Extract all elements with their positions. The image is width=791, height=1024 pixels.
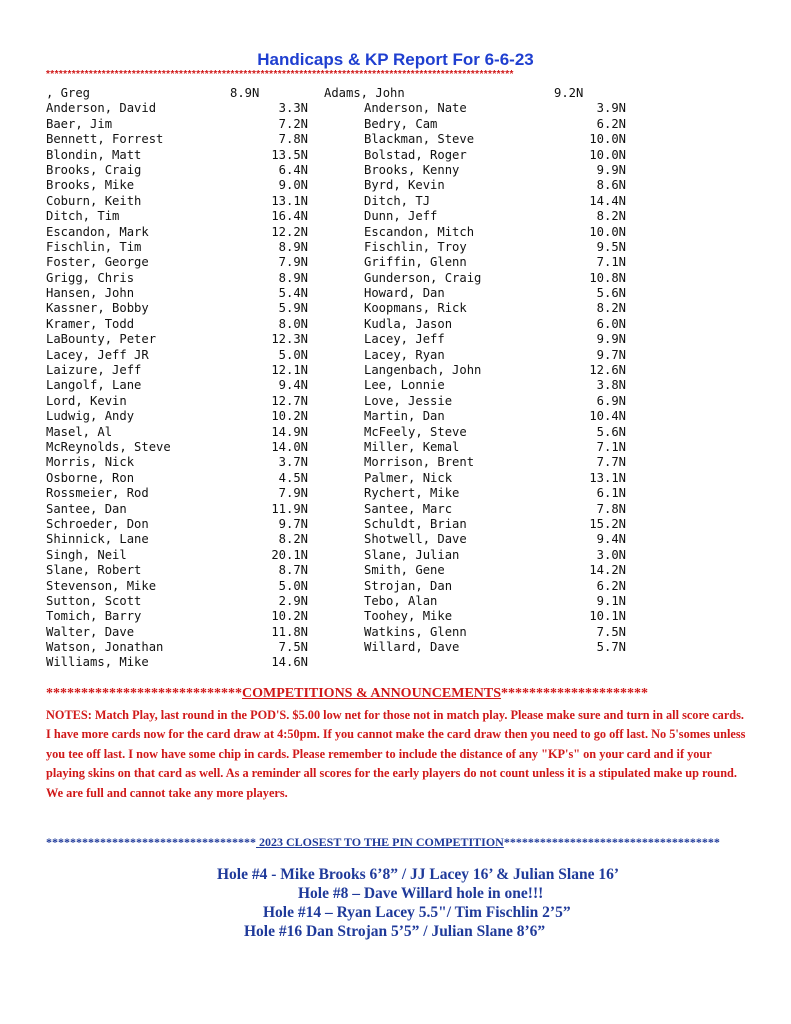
player-row [46, 532, 308, 547]
player-handicap: 13.5N [271, 147, 308, 162]
player-name: Rychert, Mike [364, 486, 460, 501]
player-name: Brooks, Kenny [364, 162, 460, 177]
top-row [46, 86, 586, 101]
player-handicap: 6.9N [596, 393, 626, 408]
player-handicap: 14.0N [271, 439, 308, 454]
player-name: Lord, Kevin [46, 393, 127, 408]
player-row [364, 332, 626, 347]
player-handicap: 10.0N [589, 224, 626, 239]
player-name: Miller, Kemal [364, 439, 460, 454]
player-handicap: 7.1N [596, 255, 626, 270]
player-row [364, 455, 626, 470]
player-name: Anderson, David [46, 101, 157, 116]
player-handicap: 7.1N [596, 439, 626, 454]
player-row [46, 225, 308, 240]
player-handicap: 9.9N [596, 162, 626, 177]
player-row [46, 655, 308, 670]
player-row [46, 394, 308, 409]
competitions-stars-before: **************************** [46, 686, 242, 701]
player-handicap: 3.9N [596, 101, 626, 116]
player-name: Bennett, Forrest [46, 132, 164, 147]
ctp-line-hole-8: Hole #8 – Dave Willard hole in one!!! [298, 885, 544, 902]
player-handicap: 3.0N [596, 547, 626, 562]
player-name: Strojan, Dan [364, 578, 453, 593]
player-name: Laizure, Jeff [46, 363, 142, 378]
player-name: Brooks, Craig [46, 162, 142, 177]
player-handicap: 8.7N [278, 563, 308, 578]
player-row [364, 471, 626, 486]
closest-to-pin-heading-line [46, 835, 746, 850]
player-handicap: 9.0N [278, 178, 308, 193]
player-handicap: 10.8N [589, 270, 626, 285]
player-name: Lacey, Jeff JR [46, 347, 149, 362]
player-name: Langolf, Lane [46, 378, 142, 393]
player-name: Tomich, Barry [46, 609, 142, 624]
player-name: Blackman, Steve [364, 132, 475, 147]
player-row [364, 225, 626, 240]
player-name: Morrison, Brent [364, 455, 475, 470]
player-row [46, 440, 308, 455]
player-handicap: 8.2N [596, 209, 626, 224]
ctp-heading: 2023 CLOSEST TO THE PIN COMPETITION [256, 835, 504, 849]
player-row [46, 563, 308, 578]
player-name: Willard, Dave [364, 640, 460, 655]
player-handicap: 9.7N [278, 516, 308, 531]
player-name: Coburn, Keith [46, 193, 142, 208]
player-row [364, 209, 626, 224]
player-handicap: 16.4N [271, 209, 308, 224]
player-handicap: 8.2N [596, 301, 626, 316]
player-row [46, 502, 308, 517]
player-row [46, 486, 308, 501]
player-row [46, 579, 308, 594]
player-name: Martin, Dan [364, 409, 445, 424]
divider-stars: ************************************************************************************************************* [46, 69, 514, 80]
player-name: Anderson, Nate [364, 101, 467, 116]
player-row [364, 440, 626, 455]
player-row [364, 394, 626, 409]
player-handicap: 9.4N [278, 378, 308, 393]
player-row [364, 286, 626, 301]
player-name: Tebo, Alan [364, 593, 438, 608]
player-handicap: 5.7N [596, 640, 626, 655]
ctp-line-hole-14: Hole #14 – Ryan Lacey 5.5"/ Tim Fischlin 2’5” [263, 904, 571, 921]
player-name: Dunn, Jeff [364, 209, 438, 224]
player-name: Rossmeier, Rod [46, 486, 149, 501]
player-row [364, 563, 626, 578]
player-name: Foster, George [46, 255, 149, 270]
player-name: Slane, Robert [46, 563, 142, 578]
player-row [46, 409, 308, 424]
player-row [46, 301, 308, 316]
player-name: Slane, Julian [364, 547, 460, 562]
player-row [46, 132, 308, 147]
player-name: Palmer, Nick [364, 470, 453, 485]
player-name: Santee, Dan [46, 501, 127, 516]
player-handicap: 11.8N [271, 624, 308, 639]
player-handicap: 7.7N [596, 455, 626, 470]
player-handicap: 3.3N [278, 101, 308, 116]
competitions-heading-line [46, 686, 746, 702]
player-row [364, 609, 626, 624]
player-row [364, 363, 626, 378]
player-name: Fischlin, Tim [46, 239, 142, 254]
player-row [46, 594, 308, 609]
player-name: Byrd, Kevin [364, 178, 445, 193]
player-handicap: 5.6N [596, 286, 626, 301]
player-row [46, 178, 308, 193]
player-name: Bolstad, Roger [364, 147, 467, 162]
player-name: Koopmans, Rick [364, 301, 467, 316]
player-handicap: 12.7N [271, 393, 308, 408]
player-row [364, 486, 626, 501]
player-row [46, 240, 308, 255]
player-row [46, 271, 308, 286]
player-handicap: 9.5N [596, 239, 626, 254]
player-row [364, 148, 626, 163]
player-handicap: 7.2N [278, 116, 308, 131]
player-name: Griffin, Glenn [364, 255, 467, 270]
player-name: Ditch, TJ [364, 193, 431, 208]
top-row-right-handicap: 9.2N [554, 86, 584, 100]
player-row [46, 317, 308, 332]
player-row [364, 517, 626, 532]
player-row [46, 517, 308, 532]
player-row [364, 240, 626, 255]
player-row [46, 625, 308, 640]
player-row [364, 348, 626, 363]
player-handicap: 9.7N [596, 347, 626, 362]
player-name: Morris, Nick [46, 455, 135, 470]
player-handicap: 13.1N [589, 470, 626, 485]
player-name: Love, Jessie [364, 393, 453, 408]
player-handicap: 11.9N [271, 501, 308, 516]
player-name: McReynolds, Steve [46, 439, 171, 454]
player-row [364, 532, 626, 547]
player-handicap: 14.6N [271, 655, 308, 670]
player-handicap: 10.2N [271, 409, 308, 424]
player-handicap: 3.7N [278, 455, 308, 470]
player-row [46, 378, 308, 393]
player-row [364, 101, 626, 116]
player-handicap: 7.5N [596, 624, 626, 639]
player-row [364, 178, 626, 193]
player-row [364, 317, 626, 332]
player-row [46, 363, 308, 378]
left-handicap-column [46, 101, 308, 670]
player-handicap: 7.8N [278, 132, 308, 147]
player-handicap: 6.1N [596, 486, 626, 501]
report-title: Handicaps & KP Report For 6-6-23 [257, 50, 534, 69]
player-name: Schuldt, Brian [364, 516, 467, 531]
player-handicap: 5.4N [278, 286, 308, 301]
player-name: Ditch, Tim [46, 209, 120, 224]
player-handicap: 6.2N [596, 116, 626, 131]
player-handicap: 12.1N [271, 363, 308, 378]
player-row [46, 117, 308, 132]
ctp-line-hole-4: Hole #4 - Mike Brooks 6’8” / JJ Lacey 16’ & Julian Slane 16’ [217, 866, 619, 883]
player-handicap: 7.5N [278, 640, 308, 655]
player-handicap: 14.9N [271, 424, 308, 439]
top-row-left-name: , Greg [46, 86, 91, 100]
top-row-left-handicap: 8.9N [230, 86, 260, 100]
player-handicap: 9.9N [596, 332, 626, 347]
player-handicap: 8.0N [278, 316, 308, 331]
player-name: Watkins, Glenn [364, 624, 467, 639]
player-handicap: 8.9N [278, 239, 308, 254]
player-handicap: 5.0N [278, 347, 308, 362]
player-name: LaBounty, Peter [46, 332, 157, 347]
player-row [46, 471, 308, 486]
player-handicap: 6.0N [596, 316, 626, 331]
player-name: Lacey, Ryan [364, 347, 445, 362]
player-row [46, 455, 308, 470]
player-handicap: 14.2N [589, 563, 626, 578]
player-name: Gunderson, Craig [364, 270, 482, 285]
player-row [364, 117, 626, 132]
player-handicap: 6.2N [596, 578, 626, 593]
announcement-notes: NOTES: Match Play, last round in the POD'S. $5.00 low net for those not in match play. Please make sure and turn in all score cards. I have more cards now for the card draw at 4:50pm. If you cannot make the card draw then you need to go off last. No 5'somes unless you tee off last. I now have some chip in cards. Please remember to include the distance of any "KP's" on your card and if your playing skins on that card as well. As a reminder all scores for the early players do not count unless it is a stipulated make up round. We are full and cannot take any more players. [46, 708, 746, 800]
player-row [46, 425, 308, 440]
player-name: Kramer, Todd [46, 316, 135, 331]
player-row [46, 209, 308, 224]
player-row [46, 286, 308, 301]
player-name: Watson, Jonathan [46, 640, 164, 655]
player-handicap: 12.2N [271, 224, 308, 239]
player-name: Grigg, Chris [46, 270, 135, 285]
player-row [364, 132, 626, 147]
player-name: Shinnick, Lane [46, 532, 149, 547]
player-name: Smith, Gene [364, 563, 445, 578]
player-row [46, 609, 308, 624]
player-name: McFeely, Steve [364, 424, 467, 439]
player-handicap: 7.9N [278, 255, 308, 270]
player-name: Ludwig, Andy [46, 409, 135, 424]
player-handicap: 8.9N [278, 270, 308, 285]
player-row [364, 194, 626, 209]
player-row [46, 255, 308, 270]
player-row [364, 579, 626, 594]
player-handicap: 10.4N [589, 409, 626, 424]
player-handicap: 10.2N [271, 609, 308, 624]
player-name: Toohey, Mike [364, 609, 453, 624]
player-handicap: 3.8N [596, 378, 626, 393]
ctp-line-hole-16: Hole #16 Dan Strojan 5’5” / Julian Slane 8’6” [244, 923, 546, 940]
player-name: Singh, Neil [46, 547, 127, 562]
player-name: Williams, Mike [46, 655, 149, 670]
player-handicap: 9.1N [596, 593, 626, 608]
player-handicap: 8.2N [278, 532, 308, 547]
player-name: Howard, Dan [364, 286, 445, 301]
player-handicap: 13.1N [271, 193, 308, 208]
player-handicap: 4.5N [278, 470, 308, 485]
player-name: Hansen, John [46, 286, 135, 301]
player-handicap: 2.9N [278, 593, 308, 608]
player-name: Osborne, Ron [46, 470, 135, 485]
player-handicap: 12.6N [589, 363, 626, 378]
ctp-stars-before: *********************************** [46, 835, 256, 849]
player-name: Baer, Jim [46, 116, 113, 131]
player-handicap: 10.0N [589, 132, 626, 147]
player-handicap: 12.3N [271, 332, 308, 347]
player-handicap: 8.6N [596, 178, 626, 193]
player-name: Lacey, Jeff [364, 332, 445, 347]
player-row [46, 163, 308, 178]
player-row [364, 594, 626, 609]
player-row [364, 625, 626, 640]
player-name: Stevenson, Mike [46, 578, 157, 593]
player-name: Brooks, Mike [46, 178, 135, 193]
player-handicap: 15.2N [589, 516, 626, 531]
player-name: Escandon, Mark [46, 224, 149, 239]
player-handicap: 5.6N [596, 424, 626, 439]
right-handicap-column [364, 101, 626, 655]
player-name: Langenbach, John [364, 363, 482, 378]
player-name: Escandon, Mitch [364, 224, 475, 239]
player-handicap: 14.4N [589, 193, 626, 208]
player-name: Masel, Al [46, 424, 113, 439]
player-row [46, 548, 308, 563]
player-handicap: 5.9N [278, 301, 308, 316]
player-name: Schroeder, Don [46, 516, 149, 531]
player-row [364, 271, 626, 286]
player-row [46, 194, 308, 209]
player-handicap: 5.0N [278, 578, 308, 593]
player-row [46, 101, 308, 116]
player-name: Kassner, Bobby [46, 301, 149, 316]
player-name: Sutton, Scott [46, 593, 142, 608]
competitions-stars-after: ********************* [501, 686, 649, 701]
player-row [364, 425, 626, 440]
top-row-right-name: Adams, John [324, 86, 405, 100]
player-handicap: 7.9N [278, 486, 308, 501]
player-handicap: 20.1N [271, 547, 308, 562]
player-row [364, 502, 626, 517]
player-name: Shotwell, Dave [364, 532, 467, 547]
player-row [364, 163, 626, 178]
player-name: Walter, Dave [46, 624, 135, 639]
player-name: Santee, Marc [364, 501, 453, 516]
ctp-stars-after: ************************************ [503, 835, 720, 849]
player-row [46, 640, 308, 655]
player-row [364, 378, 626, 393]
player-handicap: 10.1N [589, 609, 626, 624]
player-row [364, 301, 626, 316]
player-name: Bedry, Cam [364, 116, 438, 131]
player-row [364, 409, 626, 424]
player-row [364, 255, 626, 270]
player-handicap: 10.0N [589, 147, 626, 162]
player-name: Kudla, Jason [364, 316, 453, 331]
player-handicap: 6.4N [278, 162, 308, 177]
player-name: Fischlin, Troy [364, 239, 467, 254]
player-row [364, 640, 626, 655]
player-row [46, 332, 308, 347]
player-row [46, 148, 308, 163]
player-handicap: 9.4N [596, 532, 626, 547]
player-name: Lee, Lonnie [364, 378, 445, 393]
player-name: Blondin, Matt [46, 147, 142, 162]
player-handicap: 7.8N [596, 501, 626, 516]
competitions-heading: COMPETITIONS & ANNOUNCEMENTS [242, 686, 502, 701]
player-row [46, 348, 308, 363]
player-row [364, 548, 626, 563]
